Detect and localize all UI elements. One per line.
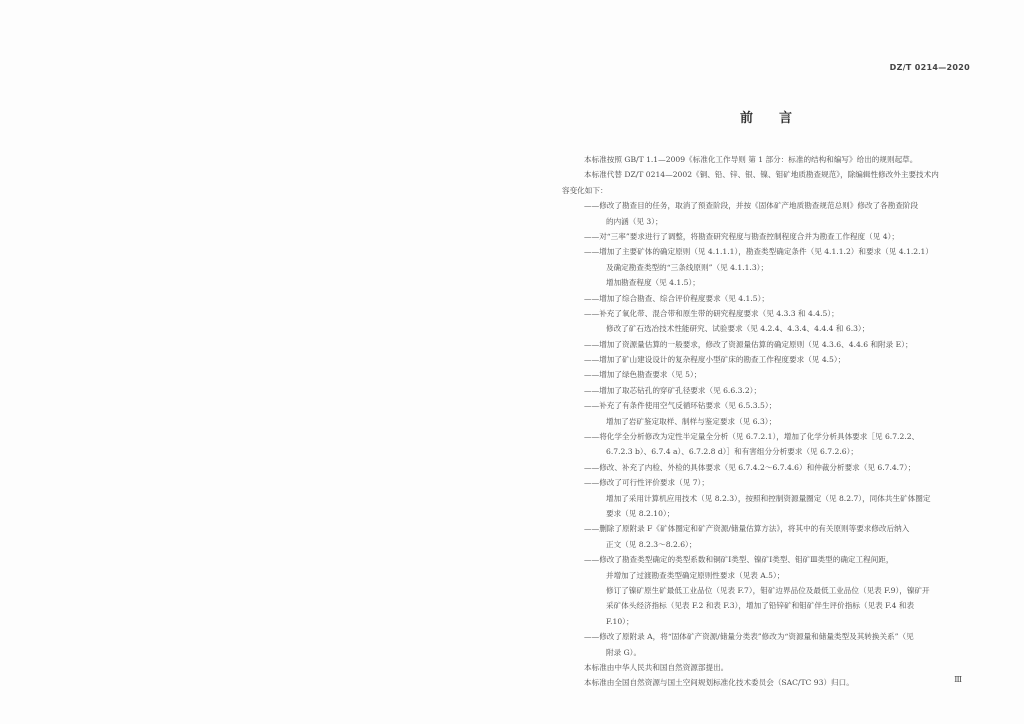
text-line: 要求（见 8.2.10）；: [606, 508, 675, 518]
text-line: ——删除了原附录 F《矿体圈定和矿产资源/储量估算方法》，将其中的有关原则等要求修改后纳入: [584, 524, 910, 534]
standard-number: DZ/T 0214—2020: [889, 63, 970, 72]
text-line: ——增加了取芯钻孔的穿矿孔径要求（见 6.6.3.2）；: [584, 385, 762, 395]
text-line: ——修改了勘查类型确定的类型系数和铜矿Ⅰ类型、镍矿Ⅰ类型、钼矿Ⅲ类型的确定工程间距，: [584, 555, 894, 565]
text-line: ——修改了原附录 A，将“固体矿产资源/储量分类表”修改为“资源量和储量类型及其转换关系”（见: [584, 632, 914, 642]
text-line: 6.7.2.3 b）、6.7.4 a）、6.7.2.8 d）］和有害组分分析要求（见 6.7.2.6）；: [606, 447, 859, 457]
text-line: 的内涵（见 3）；: [606, 216, 663, 226]
text-line: ——修改了可行性评价要求（见 7）；: [584, 478, 709, 488]
text-line: 增加了采用计算机应用技术（见 8.2.3），按照和控制资源量圈定（见 8.2.7），同体共生矿体圈定: [606, 493, 931, 503]
text-line: ——增加了资源量估算的一般要求，修改了资源量估算的确定原则（见 4.3.6、4.4.6 和附录 E）；: [584, 339, 913, 349]
text-line: 容变化如下：: [562, 185, 608, 195]
text-line: ——修改了勘查目的任务，取消了预查阶段，并按《固体矿产地质勘查规范总则》修改了各勘查阶段: [584, 201, 919, 211]
foreword-body: [562, 152, 974, 691]
text-line: ——增加了主要矿体的确定原则（见 4.1.1.1），勘查类型确定条件（见 4.1.1.2）和要求（见 4.1.2.1）: [584, 247, 933, 257]
text-line: ——补充了有条件使用空气反循环钻要求（见 6.5.3.5）；: [584, 401, 777, 411]
text-line: 及确定勘查类型的“三条线原则”（见 4.1.1.3）；: [606, 262, 769, 272]
text-line: ——补充了氧化带、混合带和原生带的研究程度要求（见 4.3.3 和 4.4.5）；: [584, 308, 839, 318]
text-line: 本标准代替 DZ/T 0214—2002《铜、铅、锌、银、镍、钼矿地质勘查规范》，除编辑性修改外主要技术内: [584, 170, 939, 180]
text-line: 本标准按照 GB/T 1.1—2009《标准化工作导则 第 1 部分：标准的结构和编写》给出的规则起草。: [584, 155, 918, 164]
page-number: Ⅲ: [954, 675, 962, 684]
text-line: 增加勘查程度（见 4.1.5）；: [606, 278, 700, 288]
text-line: ——将化学全分析修改为定性半定量全分析（见 6.7.2.1），增加了化学分析具体要求［见 6.7.2.2、: [584, 432, 920, 442]
text-line: 修订了镍矿原生矿最低工业品位（见表 F.7），钼矿边界品位及最低工业品位（见表 F.9），镍矿开: [606, 585, 930, 595]
text-line: 附录 G）。: [606, 647, 642, 657]
text-line: 增加了岩矿鉴定取样、制样与鉴定要求（见 6.3）；: [606, 416, 777, 426]
text-line: ——修改、补充了内检、外检的具体要求（见 6.7.4.2～6.7.4.6）和仲裁分析要求（见 6.7.4.7）；: [584, 462, 916, 472]
text-line: 本标准由全国自然资源与国土空间规划标准化技术委员会（SAC/TC 93）归口。: [584, 678, 854, 688]
text-line: ——增加了矿山建设设计的复杂程度小型矿床的勘查工作程度要求（见 4.5）；: [584, 355, 846, 365]
page-title: 前言: [739, 111, 818, 126]
text-line: 正文（见 8.2.3～8.2.6）；: [606, 539, 697, 549]
text-line: 并增加了过渡勘查类型确定原则性要求（见表 A.5）；: [606, 570, 785, 580]
text-line: ——增加了综合勘查、综合评价程度要求（见 4.1.5）；: [584, 293, 769, 303]
text-line: 修改了矿石选冶技术性能研究、试验要求（见 4.2.4、4.3.4、4.4.4 和 6.3）；: [606, 324, 870, 334]
text-line: F.10）；: [606, 616, 634, 626]
text-line: ——对“三率”要求进行了调整，将勘查研究程度与勘查控制程度合并为勘查工作程度（见 4）；: [584, 231, 899, 241]
text-line: 本标准由中华人民共和国自然资源部提出。: [584, 662, 729, 672]
text-line: ——增加了绿色勘查要求（见 5）；: [584, 370, 702, 380]
text-line: 采矿体头经济指标（见表 F.2 和表 F.3），增加了铅锌矿和钼矿伴生评价指标（见表 F.4 和表: [606, 601, 915, 611]
